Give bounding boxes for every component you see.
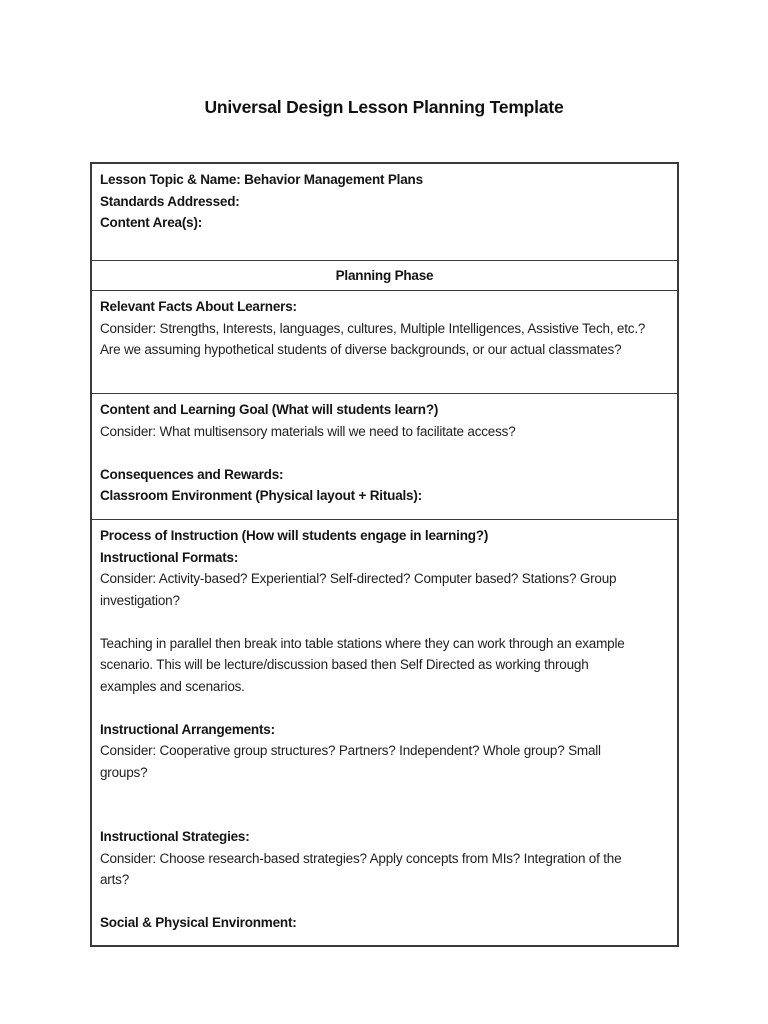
heading-line: Classroom Environment (Physical layout + Rituals): [100, 488, 422, 503]
text-line [100, 891, 669, 913]
text-line: examples and scenarios. [100, 678, 245, 694]
text-line [100, 805, 669, 827]
text-line [100, 361, 669, 383]
text-line [100, 611, 669, 633]
heading-line: Relevant Facts About Learners: [100, 299, 297, 314]
heading-line: Instructional Arrangements: [100, 721, 275, 737]
text-line: scenario. This will be lecture/discussion based then Self Directed as working through [100, 657, 589, 672]
text-line: Consider: Choose research-based strategies? Apply concepts from MIs? Integration of the [100, 850, 622, 866]
text-line [100, 697, 669, 719]
text-line [100, 442, 669, 464]
text-line: Are we assuming hypothetical students of diverse backgrounds, or our actual classmates? [100, 342, 622, 357]
text-line: Consider: Cooperative group structures? Partners? Independent? Whole group? Small [100, 743, 601, 758]
section-relevant-facts [92, 290, 677, 393]
text-line [100, 783, 669, 805]
heading-line: Standards Addressed: [100, 193, 240, 209]
text-line: Consider: What multisensory materials will we need to facilitate access? [100, 423, 516, 439]
text-line: arts? [100, 872, 130, 887]
text-line [100, 234, 669, 256]
heading-line: Content and Learning Goal (What will students learn?) [100, 402, 439, 417]
text-line: Consider: Activity-based? Experiential? Self-directed? Computer based? Stations? Group [100, 571, 617, 586]
section-planning-phase-header [92, 260, 677, 290]
section-content-learning-goal [92, 393, 677, 519]
heading-line: Social & Physical Environment: [100, 915, 297, 930]
heading-line: Planning Phase [335, 268, 434, 283]
page-title: Universal Design Lesson Planning Template [204, 97, 564, 117]
text-line: Teaching in parallel then break into table stations where they can work through an example [100, 635, 625, 651]
text-line: groups? [100, 764, 148, 780]
section-process-of-instruction [92, 519, 677, 945]
heading-line: Content Area(s): [100, 215, 203, 230]
heading-line: Instructional Formats: [100, 549, 239, 565]
section-lesson-info [92, 164, 677, 260]
text-line: Consider: Strengths, Interests, languages, cultures, Multiple Intelligences, Assistive Tech, etc.? [100, 320, 646, 336]
lesson-table [90, 162, 679, 947]
heading-line: Process of Instruction (How will students engage in learning?) [100, 528, 489, 543]
heading-line: Lesson Topic & Name: Behavior Management Plans [100, 172, 423, 187]
heading-line: Consequences and Rewards: [100, 466, 284, 482]
heading-line: Instructional Strategies: [100, 829, 250, 844]
text-line: investigation? [100, 592, 180, 608]
